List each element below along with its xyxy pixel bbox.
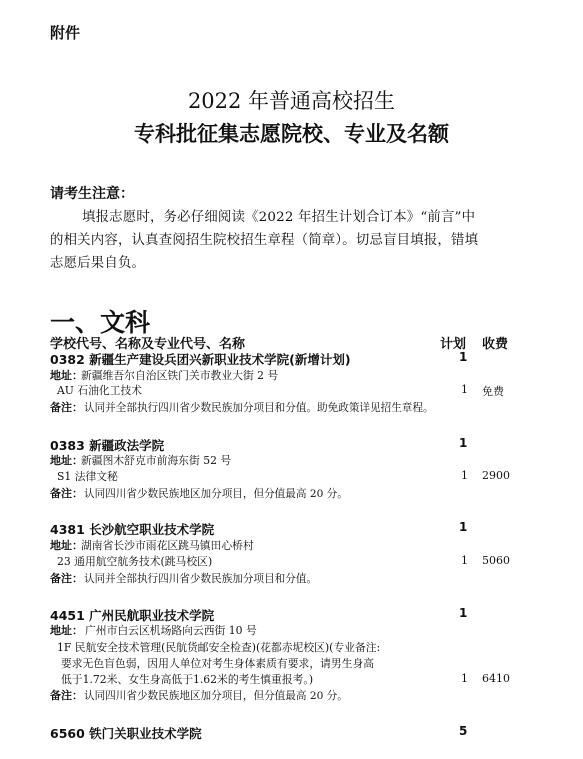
school-name: 6560 铁门关职业技术学院 [50, 726, 202, 741]
program-name-continued: 低于1.72米、女生身高低于1.62米的考生慎重报考。) [61, 673, 314, 686]
note-label: 备注： [50, 572, 83, 585]
program-name: AU 石油化工技术 [57, 384, 143, 397]
document-subtitle: 专科批征集志愿院校、专业及名额 [134, 121, 449, 146]
note-value: 认同四川省少数民族地区加分项目，但分值最高 20 分。 [84, 690, 348, 702]
column-header-plan: 计划 [440, 337, 467, 352]
address-label: 地址： [50, 624, 83, 637]
address-value: 新疆维吾尔自治区铁门关市教业大街 2 号 [81, 369, 279, 382]
program-plan: 1 [461, 469, 468, 482]
note-value: 认同并全部执行四川省少数民族加分项目和分值。 [84, 573, 318, 585]
note-value: 认同并全部执行四川省少数民族加分项目和分值。助免政策详见招生章程。 [84, 402, 434, 414]
program-fee: 6410 [482, 672, 510, 685]
note-label: 备注： [50, 689, 83, 702]
column-header-name: 学校代号、名称及专业代号、名称 [50, 337, 246, 352]
school-name: 0383 新疆政法学院 [50, 438, 165, 453]
program-plan: 1 [461, 672, 468, 685]
address-label: 地址： [50, 369, 83, 382]
school-plan: 1 [459, 436, 468, 450]
program-fee: 5060 [482, 554, 510, 567]
school-plan: 1 [459, 350, 468, 364]
school-name: 0382 新疆生产建设兵团兴新职业技术学院(新增计划) [50, 352, 351, 367]
program-name: 23 通用航空航务技术(跳马校区) [57, 555, 213, 568]
program-plan: 1 [461, 383, 468, 396]
program-fee: 免费 [482, 385, 504, 398]
school-plan: 1 [459, 606, 468, 620]
program-plan: 1 [461, 554, 468, 567]
school-plan: 5 [459, 724, 468, 738]
address-label: 地址： [50, 454, 83, 467]
document-title: 2022 年普通高校招生 [187, 89, 396, 113]
address-value: 新疆图木舒克市前海东街 52 号 [81, 454, 232, 467]
school-name: 4451 广州民航职业技术学院 [50, 608, 215, 623]
school-plan: 1 [459, 520, 468, 534]
program-name: 1F 民航安全技术管理(民航货邮安全检查)(花都赤坭校区)(专业备注: [57, 641, 381, 654]
section-title: 一、文科 [50, 308, 151, 337]
address-value: 湖南省长沙市雨花区跳马镇田心桥村 [81, 539, 254, 552]
column-header-fee: 收费 [482, 337, 509, 352]
notice-line: 填报志愿时，务必仔细阅读《2022 年招生计划合订本》“前言”中 [82, 210, 476, 225]
program-name-continued: 要求无色盲色弱，因用人单位对考生身体素质有要求，请男生身高 [61, 657, 375, 670]
address-value: 广州市白云区机场路向云西街 10 号 [85, 624, 257, 637]
notice-line: 的相关内容，认真查阅招生院校招生章程（简章）。切忌盲目填报，错填 [50, 233, 479, 248]
attachment-label: 附件 [50, 24, 81, 42]
notice-line: 志愿后果自负。 [50, 256, 146, 271]
notice-heading: 请考生注意： [50, 186, 134, 202]
note-value: 认同四川省少数民族地区加分项目，但分值最高 20 分。 [84, 488, 348, 500]
program-name: S1 法律文秘 [57, 470, 118, 483]
program-fee: 2900 [482, 469, 510, 482]
address-label: 地址： [50, 539, 83, 552]
note-label: 备注： [50, 401, 83, 414]
note-label: 备注： [50, 487, 83, 500]
school-name: 4381 长沙航空职业技术学院 [50, 522, 215, 537]
